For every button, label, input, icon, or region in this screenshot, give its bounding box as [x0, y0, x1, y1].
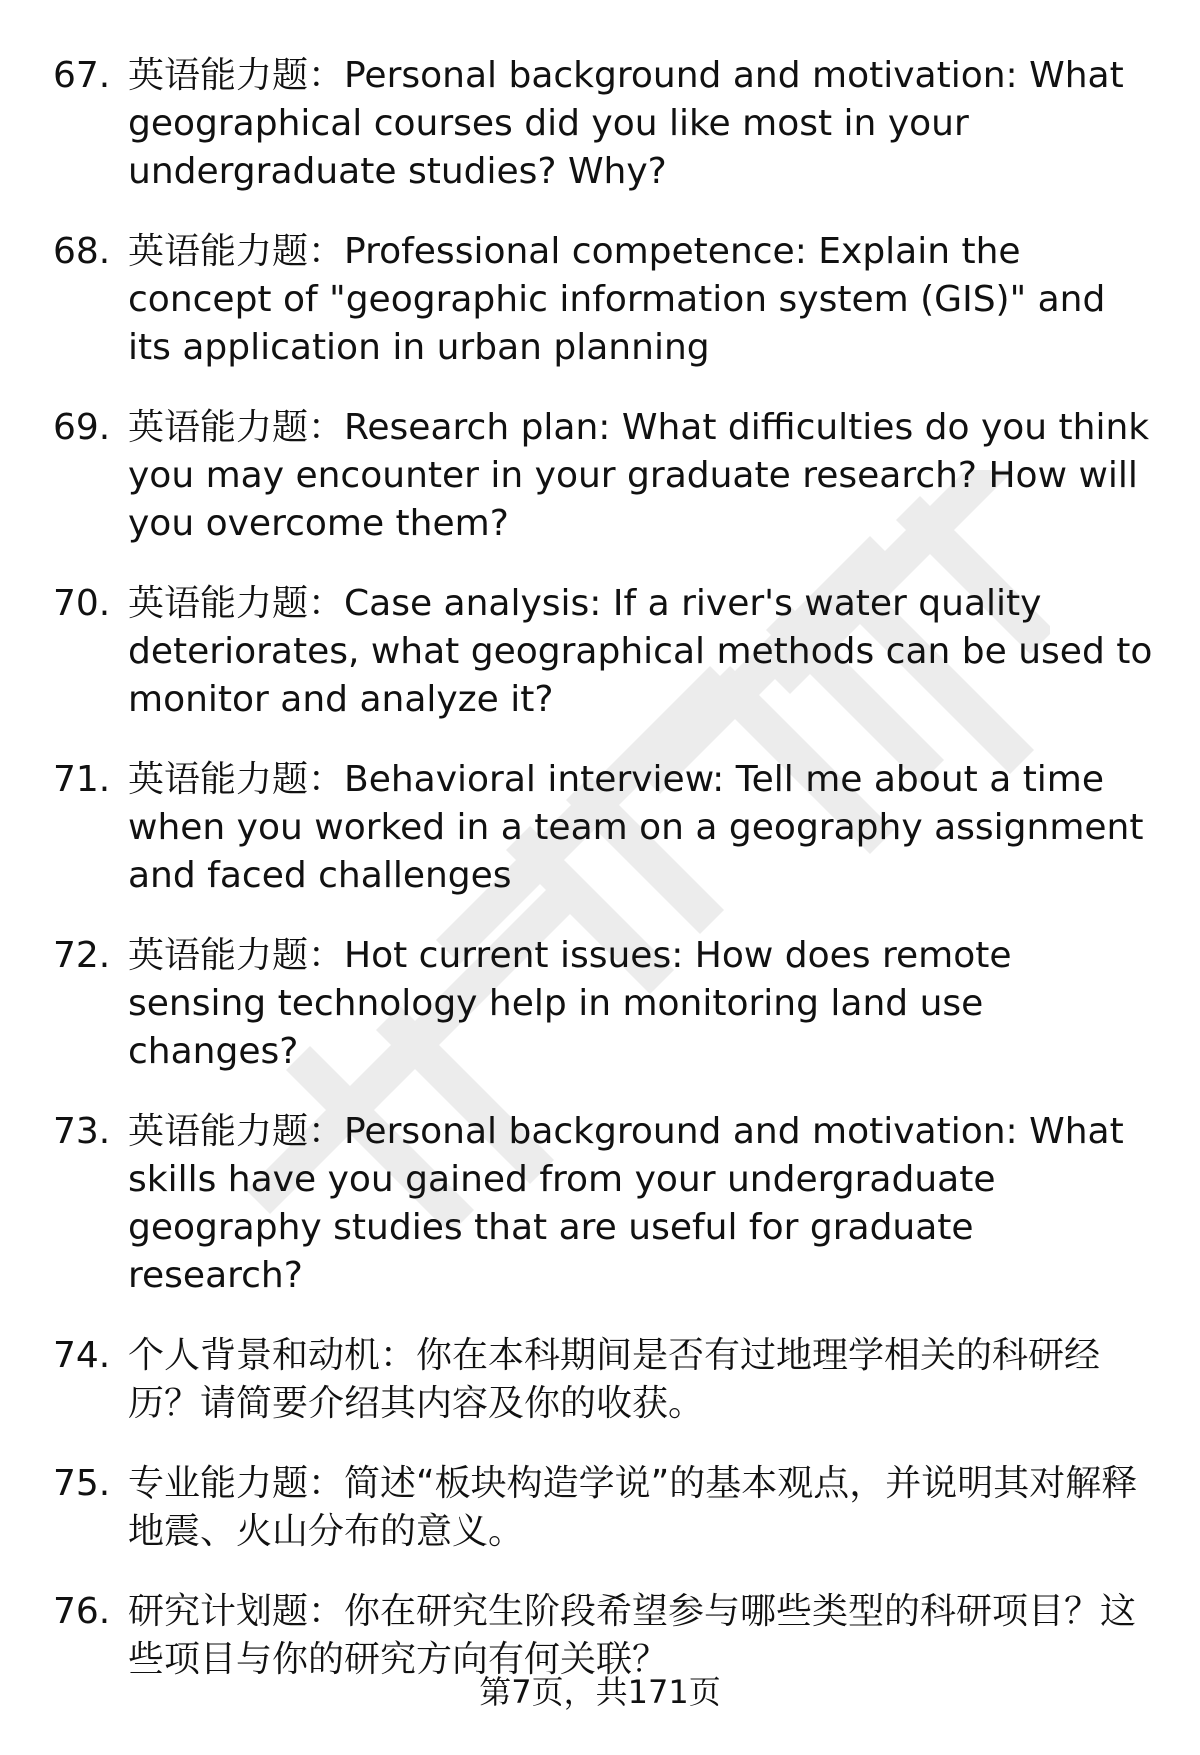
question-text: 专业能力题：简述“板块构造学说”的基本观点，并说明其对解释地震、火山分布的意义。: [128, 1463, 1138, 1552]
question-item: [0, 1108, 1200, 1300]
question-number: 70.: [53, 583, 111, 624]
question-text: 研究计划题：你在研究生阶段希望参与哪些类型的科研项目？这些项目与你的研究方向有何关联？: [128, 1591, 1137, 1680]
question-number: 69.: [53, 407, 111, 448]
question-item: [0, 756, 1200, 900]
question-number: 76.: [53, 1591, 111, 1632]
question-item: [0, 1588, 1200, 1684]
question-list: [0, 52, 1200, 1716]
question-item: [0, 404, 1200, 548]
question-number: 73.: [53, 1111, 111, 1152]
question-number: 74.: [53, 1335, 111, 1376]
question-text: 英语能力题：Professional competence: Explain the concept of "geographic information system (GIS)" and its application in urban planning: [128, 231, 1106, 368]
question-item: [0, 52, 1200, 196]
question-item: [0, 932, 1200, 1076]
question-text: 英语能力题：Hot current issues: How does remote sensing technology help in monitoring land use changes?: [128, 935, 1012, 1072]
question-item: [0, 1460, 1200, 1556]
question-text: 个人背景和动机：你在本科期间是否有过地理学相关的科研经历？请简要介绍其内容及你的收获。: [128, 1335, 1101, 1424]
question-text: 英语能力题：Personal background and motivation: What skills have you gained from your undergraduate geography studies that are useful for graduate research?: [128, 1111, 1124, 1296]
question-number: 67.: [53, 55, 111, 96]
question-text: 英语能力题：Behavioral interview: Tell me about a time when you worked in a team on a geography assignment and faced challenges: [128, 759, 1144, 896]
question-text: 英语能力题：Case analysis: If a river's water quality deteriorates, what geographical methods can be used to monitor and analyze it?: [128, 583, 1153, 720]
question-number: 71.: [53, 759, 111, 800]
question-number: 75.: [53, 1463, 111, 1504]
question-text: 英语能力题：Personal background and motivation: What geographical courses did you like most in your undergraduate studies? Why?: [128, 55, 1124, 192]
question-number: 72.: [53, 935, 111, 976]
question-item: [0, 1332, 1200, 1428]
question-item: [0, 228, 1200, 372]
question-text: 英语能力题：Research plan: What difficulties do you think you may encounter in your graduate research? How will you overcome them?: [128, 407, 1150, 544]
question-item: [0, 580, 1200, 724]
question-number: 68.: [53, 231, 111, 272]
page-footer: 第7页，共171页: [479, 1673, 721, 1711]
